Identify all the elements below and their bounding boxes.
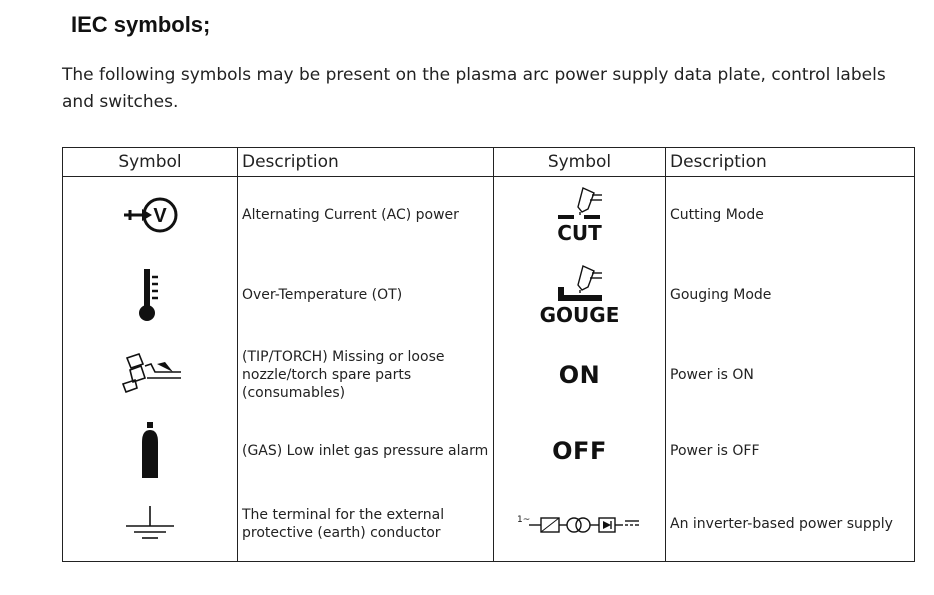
table-row: [63, 414, 915, 488]
cut-mode-icon: [550, 185, 610, 223]
symbol-cell: [63, 414, 238, 488]
inverter-supply-label: 1~: [516, 515, 530, 526]
description-cell: Gouging Mode: [666, 254, 915, 336]
header-description-right: Description: [666, 148, 915, 177]
gouge-label: GOUGE: [539, 302, 620, 327]
table-row: [63, 488, 915, 562]
symbol-cell: [494, 177, 666, 254]
description-cell: Over-Temperature (OT): [238, 254, 494, 336]
gas-cylinder-icon: [138, 420, 162, 482]
description-cell: Power is OFF: [666, 414, 915, 488]
header-symbol-right: Symbol: [494, 148, 666, 177]
intro-paragraph: The following symbols may be present on the plasma arc power supply data plate, control labels and switches.: [62, 65, 886, 112]
symbol-cell: [494, 488, 666, 562]
symbol-cell: [494, 336, 666, 414]
cut-label: CUT: [557, 221, 602, 246]
off-label: OFF: [552, 436, 607, 465]
symbol-cell: [63, 177, 238, 254]
table-row: [63, 336, 915, 414]
description-cell: An inverter-based power supply: [666, 488, 915, 562]
table-header-row: [63, 148, 915, 177]
description-cell: Power is ON: [666, 336, 915, 414]
table-row: [63, 177, 915, 254]
torch-consumables-icon: [117, 350, 183, 400]
page-title: IEC symbols;: [71, 12, 211, 37]
header-description-left: Description: [238, 148, 494, 177]
symbol-cell: [494, 254, 666, 336]
header-symbol-left: Symbol: [63, 148, 238, 177]
description-cell: Cutting Mode: [666, 177, 915, 254]
thermometer-icon: [135, 267, 165, 323]
earth-ground-icon: [122, 504, 178, 544]
description-cell: (GAS) Low inlet gas pressure alarm: [238, 414, 494, 488]
on-label: ON: [558, 360, 601, 389]
symbol-cell: [63, 336, 238, 414]
iec-symbols-table: [62, 147, 915, 562]
table-row: [63, 254, 915, 336]
svg-text:V: V: [153, 205, 167, 228]
description-cell: Alternating Current (AC) power: [238, 177, 494, 254]
description-cell: (TIP/TORCH) Missing or loose nozzle/torch spare parts (consumables): [238, 336, 494, 414]
symbol-cell: [63, 488, 238, 562]
inverter-icon: [515, 512, 645, 536]
description-cell: The terminal for the external protective (earth) conductor: [238, 488, 494, 562]
symbol-cell: [494, 414, 666, 488]
gouge-mode-icon: [550, 263, 610, 305]
symbol-cell: [63, 254, 238, 336]
ac-power-icon: [120, 192, 180, 238]
